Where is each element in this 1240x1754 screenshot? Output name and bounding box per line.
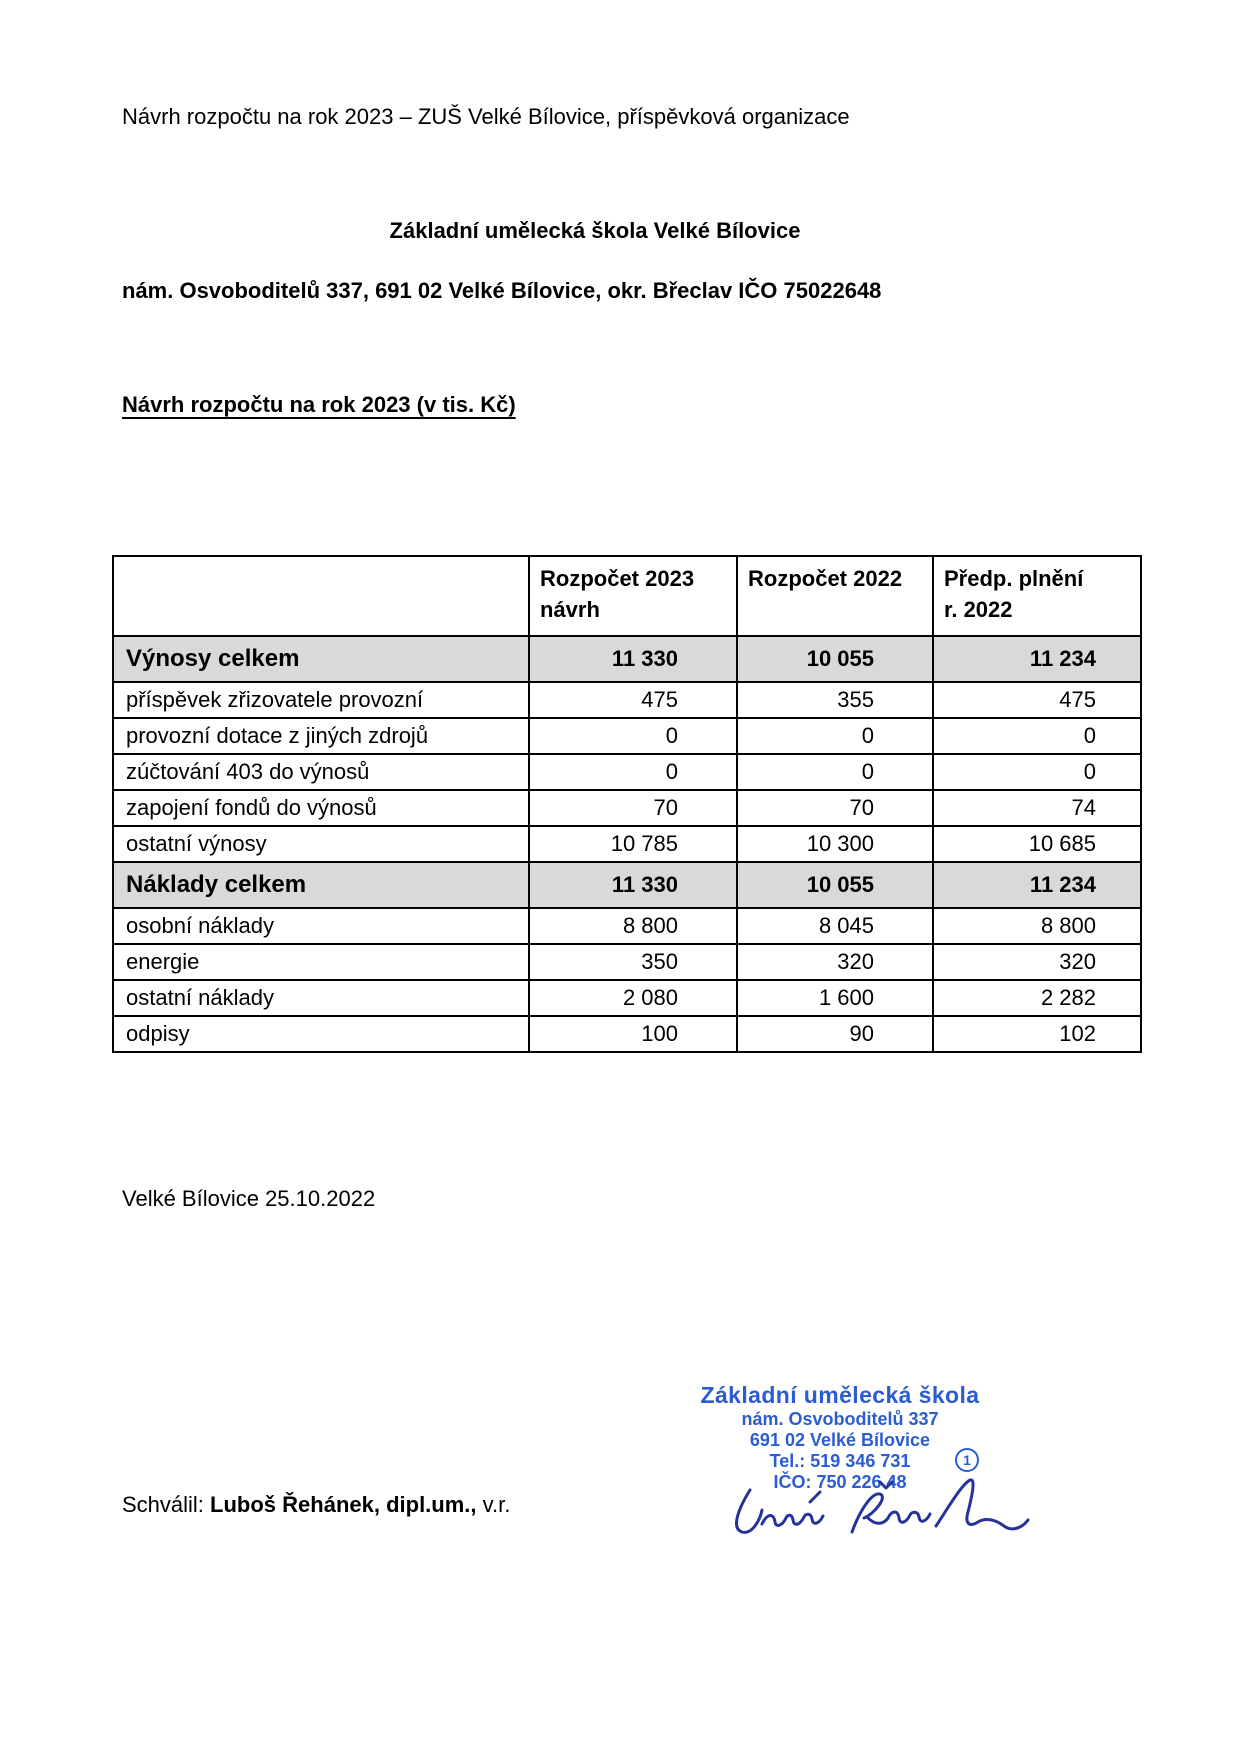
row-value: 11 330: [529, 636, 737, 682]
header-empty-cell: [113, 556, 529, 636]
table-row: [113, 908, 1141, 944]
row-value: 8 045: [737, 908, 933, 944]
approval-name: Luboš Řehánek, dipl.um.,: [210, 1492, 477, 1517]
row-value: 0: [737, 718, 933, 754]
budget-section-heading: Návrh rozpočtu na rok 2023 (v tis. Kč): [122, 392, 516, 417]
row-value: 2 080: [529, 980, 737, 1016]
table-header-row: [113, 556, 1141, 636]
approval-line: [122, 1492, 510, 1518]
table-row: [113, 718, 1141, 754]
row-value: 320: [737, 944, 933, 980]
row-value: 70: [737, 790, 933, 826]
header-rozpocet-2023-navrh: [529, 556, 737, 636]
row-label: energie: [113, 944, 529, 980]
budget-table: [112, 555, 1142, 1053]
row-label: Náklady celkem: [113, 862, 529, 908]
row-label: odpisy: [113, 1016, 529, 1052]
stamp-org-name: Základní umělecká škola: [700, 1382, 980, 1408]
row-label: provozní dotace z jiných zdrojů: [113, 718, 529, 754]
row-value: 11 330: [529, 862, 737, 908]
row-value: 0: [933, 718, 1141, 754]
row-value: 350: [529, 944, 737, 980]
row-value: 70: [529, 790, 737, 826]
row-value: 102: [933, 1016, 1141, 1052]
row-value: 11 234: [933, 862, 1141, 908]
stamp-street: nám. Osvoboditelů 337: [741, 1409, 939, 1429]
row-value: 355: [737, 682, 933, 718]
table-row: [113, 790, 1141, 826]
row-value: 74: [933, 790, 1141, 826]
header-line: Rozpočet 2023: [540, 566, 695, 591]
row-value: 0: [529, 718, 737, 754]
row-value: 8 800: [933, 908, 1141, 944]
document-title: Návrh rozpočtu na rok 2023 – ZUŠ Velké Bílovice, příspěvková organizace: [122, 104, 850, 129]
row-value: 10 785: [529, 826, 737, 862]
table-row: [113, 980, 1141, 1016]
row-value: 0: [737, 754, 933, 790]
date-line: Velké Bílovice 25.10.2022: [122, 1186, 376, 1211]
approval-suffix: v.r.: [482, 1492, 511, 1517]
row-value: 2 282: [933, 980, 1141, 1016]
row-label: ostatní náklady: [113, 980, 529, 1016]
header-line: návrh: [540, 597, 600, 622]
table-row: [113, 682, 1141, 718]
header-predp-plneni-2022: [933, 556, 1141, 636]
row-value: 475: [933, 682, 1141, 718]
table-total-row: [113, 862, 1141, 908]
row-label: ostatní výnosy: [113, 826, 529, 862]
table-row: [113, 826, 1141, 862]
org-name-heading: Základní umělecká škola Velké Bílovice: [389, 218, 801, 243]
header-line: r. 2022: [944, 597, 1013, 622]
row-value: 11 234: [933, 636, 1141, 682]
table-row: [113, 944, 1141, 980]
row-value: 10 685: [933, 826, 1141, 862]
row-label: zúčtování 403 do výnosů: [113, 754, 529, 790]
row-value: 0: [933, 754, 1141, 790]
row-value: 0: [529, 754, 737, 790]
row-label: příspěvek zřizovatele provozní: [113, 682, 529, 718]
header-line: Předp. plnění: [944, 566, 1084, 591]
row-value: 10 055: [737, 636, 933, 682]
table-row: [113, 754, 1141, 790]
row-label: Výnosy celkem: [113, 636, 529, 682]
table-row: [113, 1016, 1141, 1052]
row-value: 10 300: [737, 826, 933, 862]
stamp-ico: IČO: 750 226 48: [773, 1472, 907, 1492]
row-value: 8 800: [529, 908, 737, 944]
row-value: 475: [529, 682, 737, 718]
row-value: 10 055: [737, 862, 933, 908]
stamp-number-badge: 1: [955, 1448, 979, 1472]
row-label: zapojení fondů do výnosů: [113, 790, 529, 826]
budget-table-body: [113, 636, 1141, 1052]
row-value: 1 600: [737, 980, 933, 1016]
row-value: 90: [737, 1016, 933, 1052]
org-address-line: nám. Osvoboditelů 337, 691 02 Velké Bílovice, okr. Břeclav IČO 75022648: [122, 278, 882, 303]
row-label: osobní náklady: [113, 908, 529, 944]
header-rozpocet-2022: Rozpočet 2022: [737, 556, 933, 636]
signature-handwriting: [722, 1462, 1032, 1557]
row-value: 100: [529, 1016, 737, 1052]
approval-prefix: Schválil:: [122, 1492, 204, 1517]
stamp-phone: Tel.: 519 346 731: [769, 1451, 911, 1471]
table-total-row: [113, 636, 1141, 682]
row-value: 320: [933, 944, 1141, 980]
stamp-city: 691 02 Velké Bílovice: [749, 1430, 931, 1450]
